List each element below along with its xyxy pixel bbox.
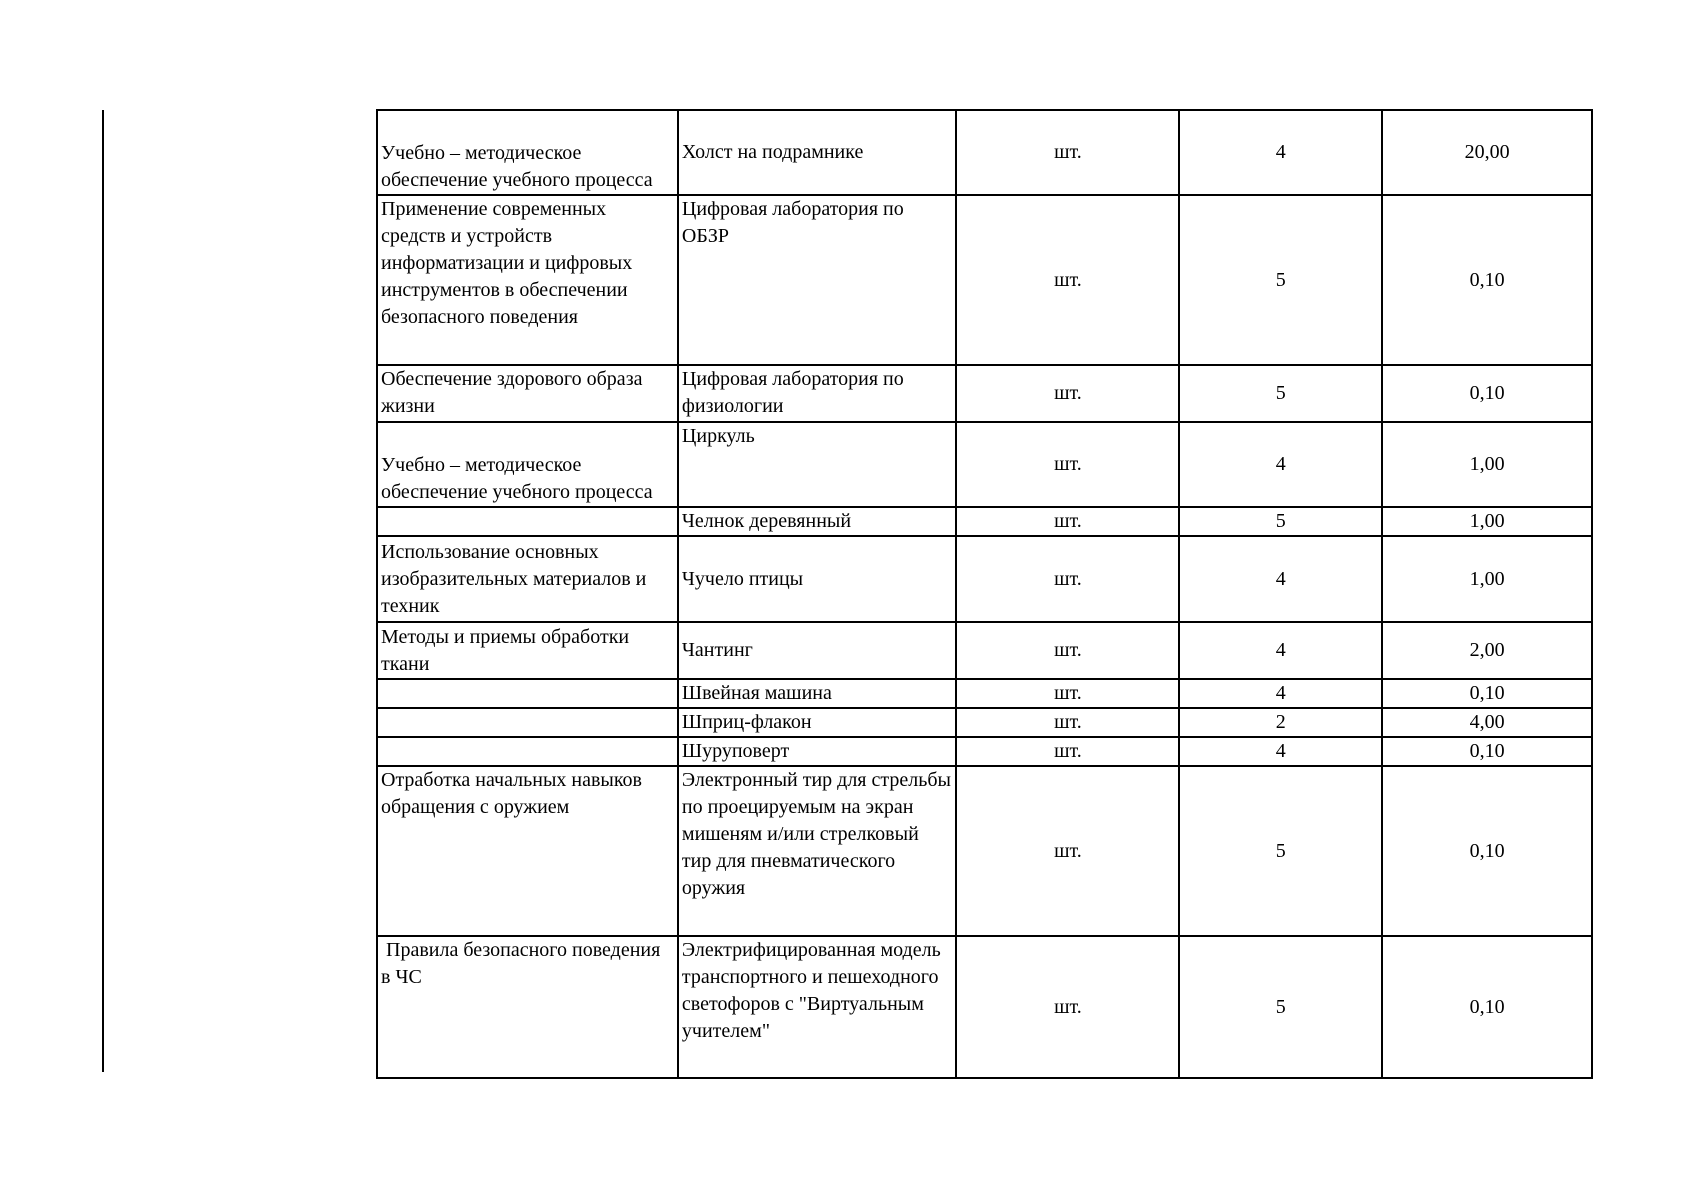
table-row bbox=[377, 936, 1592, 1078]
topic-cell bbox=[377, 737, 678, 766]
quantity-cell: 1,00 bbox=[1382, 536, 1592, 622]
topic-cell bbox=[377, 507, 678, 536]
unit-cell: шт. bbox=[956, 708, 1179, 737]
quantity-cell: 0,10 bbox=[1382, 365, 1592, 422]
item-cell: Электронный тир для стрельбы по проецируемым на экран мишеням и/или стрелковый тир для пневматического оружия bbox=[678, 766, 956, 936]
quantity-cell: 4,00 bbox=[1382, 708, 1592, 737]
item-cell: Чучело птицы bbox=[678, 536, 956, 622]
topic-cell: Применение современных средств и устройств информатизации и цифровых инструментов в обеспечении безопасного поведения bbox=[377, 195, 678, 365]
class-cell: 4 bbox=[1179, 422, 1382, 507]
topic-cell: Учебно – методическое обеспечение учебного процесса bbox=[377, 110, 678, 195]
table-row bbox=[377, 422, 1592, 507]
class-cell: 4 bbox=[1179, 622, 1382, 679]
topic-cell: Учебно – методическое обеспечение учебного процесса bbox=[377, 422, 678, 507]
item-cell: Шприц-флакон bbox=[678, 708, 956, 737]
quantity-cell: 20,00 bbox=[1382, 110, 1592, 195]
quantity-cell: 0,10 bbox=[1382, 195, 1592, 365]
topic-cell: Методы и приемы обработки ткани bbox=[377, 622, 678, 679]
quantity-cell: 1,00 bbox=[1382, 507, 1592, 536]
topic-cell: Обеспечение здорового образа жизни bbox=[377, 365, 678, 422]
quantity-cell: 2,00 bbox=[1382, 622, 1592, 679]
unit-cell: шт. bbox=[956, 507, 1179, 536]
unit-cell: шт. bbox=[956, 195, 1179, 365]
item-cell: Швейная машина bbox=[678, 679, 956, 708]
table-row bbox=[377, 679, 1592, 708]
topic-cell: Отработка начальных навыков обращения с оружием bbox=[377, 766, 678, 936]
quantity-cell: 1,00 bbox=[1382, 422, 1592, 507]
table-row bbox=[377, 737, 1592, 766]
topic-cell: Использование основных изобразительных материалов и техник bbox=[377, 536, 678, 622]
item-cell: Холст на подрамнике bbox=[678, 110, 956, 195]
quantity-cell: 0,10 bbox=[1382, 737, 1592, 766]
item-cell: Электрифицированная модель транспортного и пешеходного светофоров с "Виртуальным учителем" bbox=[678, 936, 956, 1078]
class-cell: 5 bbox=[1179, 365, 1382, 422]
topic-cell: Правила безопасного поведения в ЧС bbox=[377, 936, 678, 1078]
quantity-cell: 0,10 bbox=[1382, 766, 1592, 936]
unit-cell: шт. bbox=[956, 365, 1179, 422]
unit-cell: шт. bbox=[956, 936, 1179, 1078]
margin-line bbox=[102, 110, 104, 1072]
table-row bbox=[377, 110, 1592, 195]
unit-cell: шт. bbox=[956, 679, 1179, 708]
item-cell: Цифровая лаборатория по ОБЗР bbox=[678, 195, 956, 365]
unit-cell: шт. bbox=[956, 622, 1179, 679]
quantity-cell: 0,10 bbox=[1382, 679, 1592, 708]
class-cell: 5 bbox=[1179, 195, 1382, 365]
class-cell: 5 bbox=[1179, 766, 1382, 936]
topic-cell bbox=[377, 708, 678, 737]
class-cell: 4 bbox=[1179, 737, 1382, 766]
table-row bbox=[377, 766, 1592, 936]
unit-cell: шт. bbox=[956, 536, 1179, 622]
table-row bbox=[377, 622, 1592, 679]
item-cell: Чантинг bbox=[678, 622, 956, 679]
class-cell: 2 bbox=[1179, 708, 1382, 737]
unit-cell: шт. bbox=[956, 110, 1179, 195]
topic-cell bbox=[377, 679, 678, 708]
class-cell: 4 bbox=[1179, 679, 1382, 708]
item-cell: Цифровая лаборатория по физиологии bbox=[678, 365, 956, 422]
table-row bbox=[377, 365, 1592, 422]
table-row bbox=[377, 195, 1592, 365]
unit-cell: шт. bbox=[956, 737, 1179, 766]
item-cell: Шуруповерт bbox=[678, 737, 956, 766]
class-cell: 5 bbox=[1179, 507, 1382, 536]
item-cell: Челнок деревянный bbox=[678, 507, 956, 536]
table-row bbox=[377, 708, 1592, 737]
table-row bbox=[377, 536, 1592, 622]
class-cell: 4 bbox=[1179, 110, 1382, 195]
equipment-table bbox=[376, 109, 1593, 1079]
class-cell: 4 bbox=[1179, 536, 1382, 622]
quantity-cell: 0,10 bbox=[1382, 936, 1592, 1078]
item-cell: Циркуль bbox=[678, 422, 956, 507]
table-row bbox=[377, 507, 1592, 536]
unit-cell: шт. bbox=[956, 422, 1179, 507]
class-cell: 5 bbox=[1179, 936, 1382, 1078]
unit-cell: шт. bbox=[956, 766, 1179, 936]
